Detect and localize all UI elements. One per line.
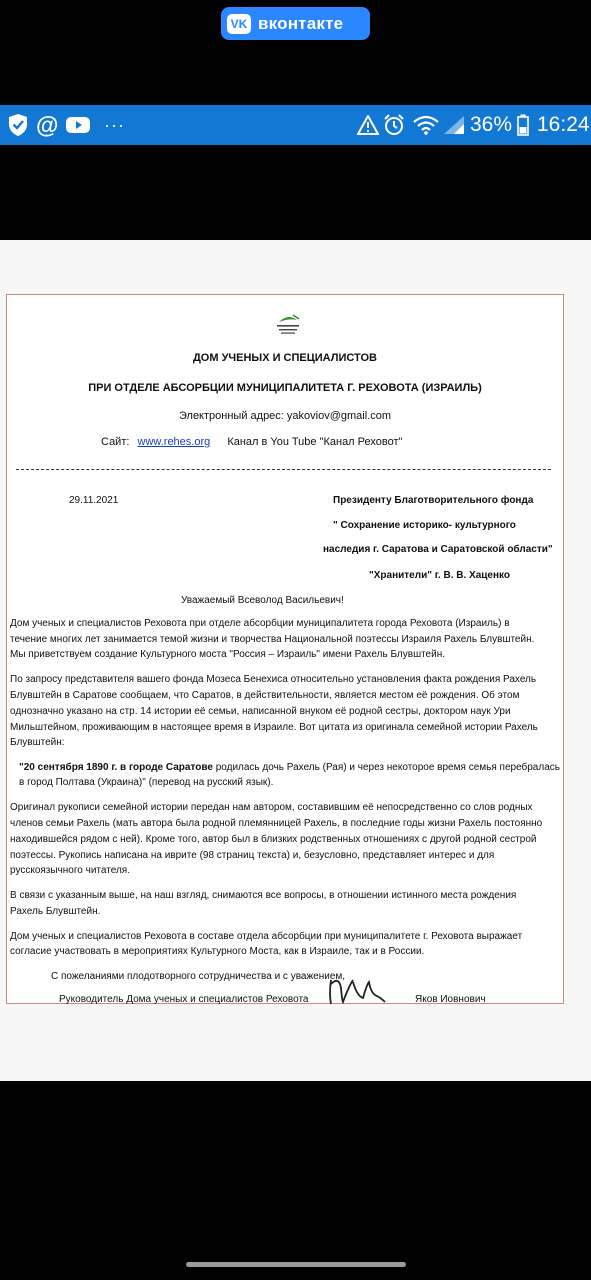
p2-line: Блувштейн в Саратове сообщаем, что Саратов, в действительности, является местом её рождения. Об этом — [10, 690, 520, 701]
p3-line: находившейся рядом с ней). Кроме того, автор был в близких родственных отношениях с другой родной сестрой — [10, 834, 537, 845]
vk-app-name: вконтакте — [258, 13, 344, 33]
p1-line: течение многих лет занимается темой жизни и творчества Национальной поэтессы Израиля Рахель Блувштейн. — [10, 634, 535, 645]
signer-name: Яков Иовнович — [415, 994, 486, 1005]
at-sign-icon: @ — [36, 111, 59, 138]
recipient-line-3: наследия г. Саратова и Саратовской области" — [323, 544, 553, 555]
youtube-icon — [66, 105, 90, 145]
p3-line: поэтессы. Рукопись написана на иврите (98 страниц текста) и, безусловно, представляет интерес и для — [10, 850, 495, 861]
quote-line-2: в город Полтава (Украина)" (перевод на русский язык). — [19, 777, 274, 788]
closing-line: С пожеланиями плодотворного сотрудничества и с уважением, — [51, 971, 346, 982]
org-title-line2: ПРИ ОТДЕЛЕ АБСОРБЦИИ МУНИЦИПАЛИТЕТА Г. РЕХОВОТА (ИЗРАИЛЬ) — [88, 382, 482, 394]
alarm-clock-icon — [383, 105, 405, 145]
site-link[interactable]: www.rehes.org — [137, 436, 211, 448]
clock-time: 16:24 — [537, 113, 590, 136]
home-indicator[interactable] — [186, 1262, 406, 1267]
vk-app-badge[interactable] — [221, 7, 370, 40]
divider-dashed — [16, 469, 551, 470]
quote-rest: родилась дочь Рахель (Рая) и через некоторое время семья перебралась — [212, 762, 560, 773]
p4-line: В связи с указанным выше, на наш взгляд, снимаются все вопросы, в отношении истинного места рождения — [10, 890, 517, 901]
p3-line: Оригинал рукописи семейной истории передан нам автором, составившим её непосредственно со слов родных — [10, 802, 533, 813]
letter-date: 29.11.2021 — [69, 495, 119, 506]
quote-bold: "20 сентября 1890 г. в городе Саратове — [19, 762, 213, 773]
greeting: Уважаемый Всеволод Васильевич! — [181, 595, 344, 606]
status-bar — [0, 105, 591, 145]
p2-line: Мильштейном, проживающим в настоящее время в Израиле. Вот цитата из оригинала семейной истории Рахель — [10, 722, 538, 733]
p1-line: Мы приветствуем создание Культурного моста "Россия – Израиль" имени Рахель Блувштейн. — [10, 649, 446, 660]
p2-line: Блувштейн: — [10, 737, 65, 748]
p1-line: Дом ученых и специалистов Реховота при отделе абсорбции муниципалитета города Реховота (Израиль) в — [10, 618, 510, 629]
shield-check-icon — [7, 105, 29, 145]
vk-logo-icon: VK — [227, 14, 251, 34]
site-line — [101, 436, 402, 449]
p5-line: Дом ученых и специалистов Реховота в составе отдела абсорбции при муниципалитете г. Реховота выражает — [10, 931, 523, 942]
wifi-icon — [413, 105, 439, 145]
email-line: Электронный адрес: yakoviov@gmail.com — [178, 410, 391, 422]
more-notifications-icon: ··· — [104, 114, 125, 135]
quote-line-1 — [19, 761, 560, 774]
recipient-line-4: "Хранители" г. В. В. Хаценко — [369, 570, 510, 581]
signer-title: Руководитель Дома ученых и специалистов Реховота — [59, 994, 309, 1005]
p5-line: согласие участвовать в мероприятиях Культурного Моста, как в Израиле, так и в России. — [10, 946, 425, 957]
youtube-channel: Канал в You Tube "Канал Реховот" — [227, 436, 403, 448]
site-label: Сайт: — [101, 436, 130, 448]
p2-line: По запросу представителя вашего фонда Мозеса Бенехиса относительно установления факта рождения Рахель — [10, 674, 537, 685]
battery-icon — [517, 105, 529, 145]
recipient-line-2: " Сохранение историко- культурного — [333, 520, 516, 531]
battery-percent: 36% — [470, 113, 513, 136]
recipient-line-1: Президенту Благотворительного фонда — [333, 495, 534, 506]
org-title-line1: ДОМ УЧЕНЫХ И СПЕЦИАЛИСТОВ — [192, 352, 378, 364]
letter-document — [6, 294, 564, 1004]
p3-line: русскоязычного читателя. — [10, 865, 130, 876]
p2-line: однозначно указано на стр. 14 истории её семьи, написанной внуком её родной сестры, доктором наук Ури — [10, 706, 511, 717]
organization-logo — [275, 313, 301, 335]
p4-line: Рахель Блувштейн. — [10, 906, 101, 917]
alert-triangle-icon — [357, 105, 379, 145]
handwritten-signature — [325, 974, 387, 1013]
signal-icon — [443, 105, 465, 145]
p3-line: членов семьи Рахель (мать автора была родной племянницей Рахель, в последние годы жизни Рахель постоянно — [10, 818, 543, 829]
